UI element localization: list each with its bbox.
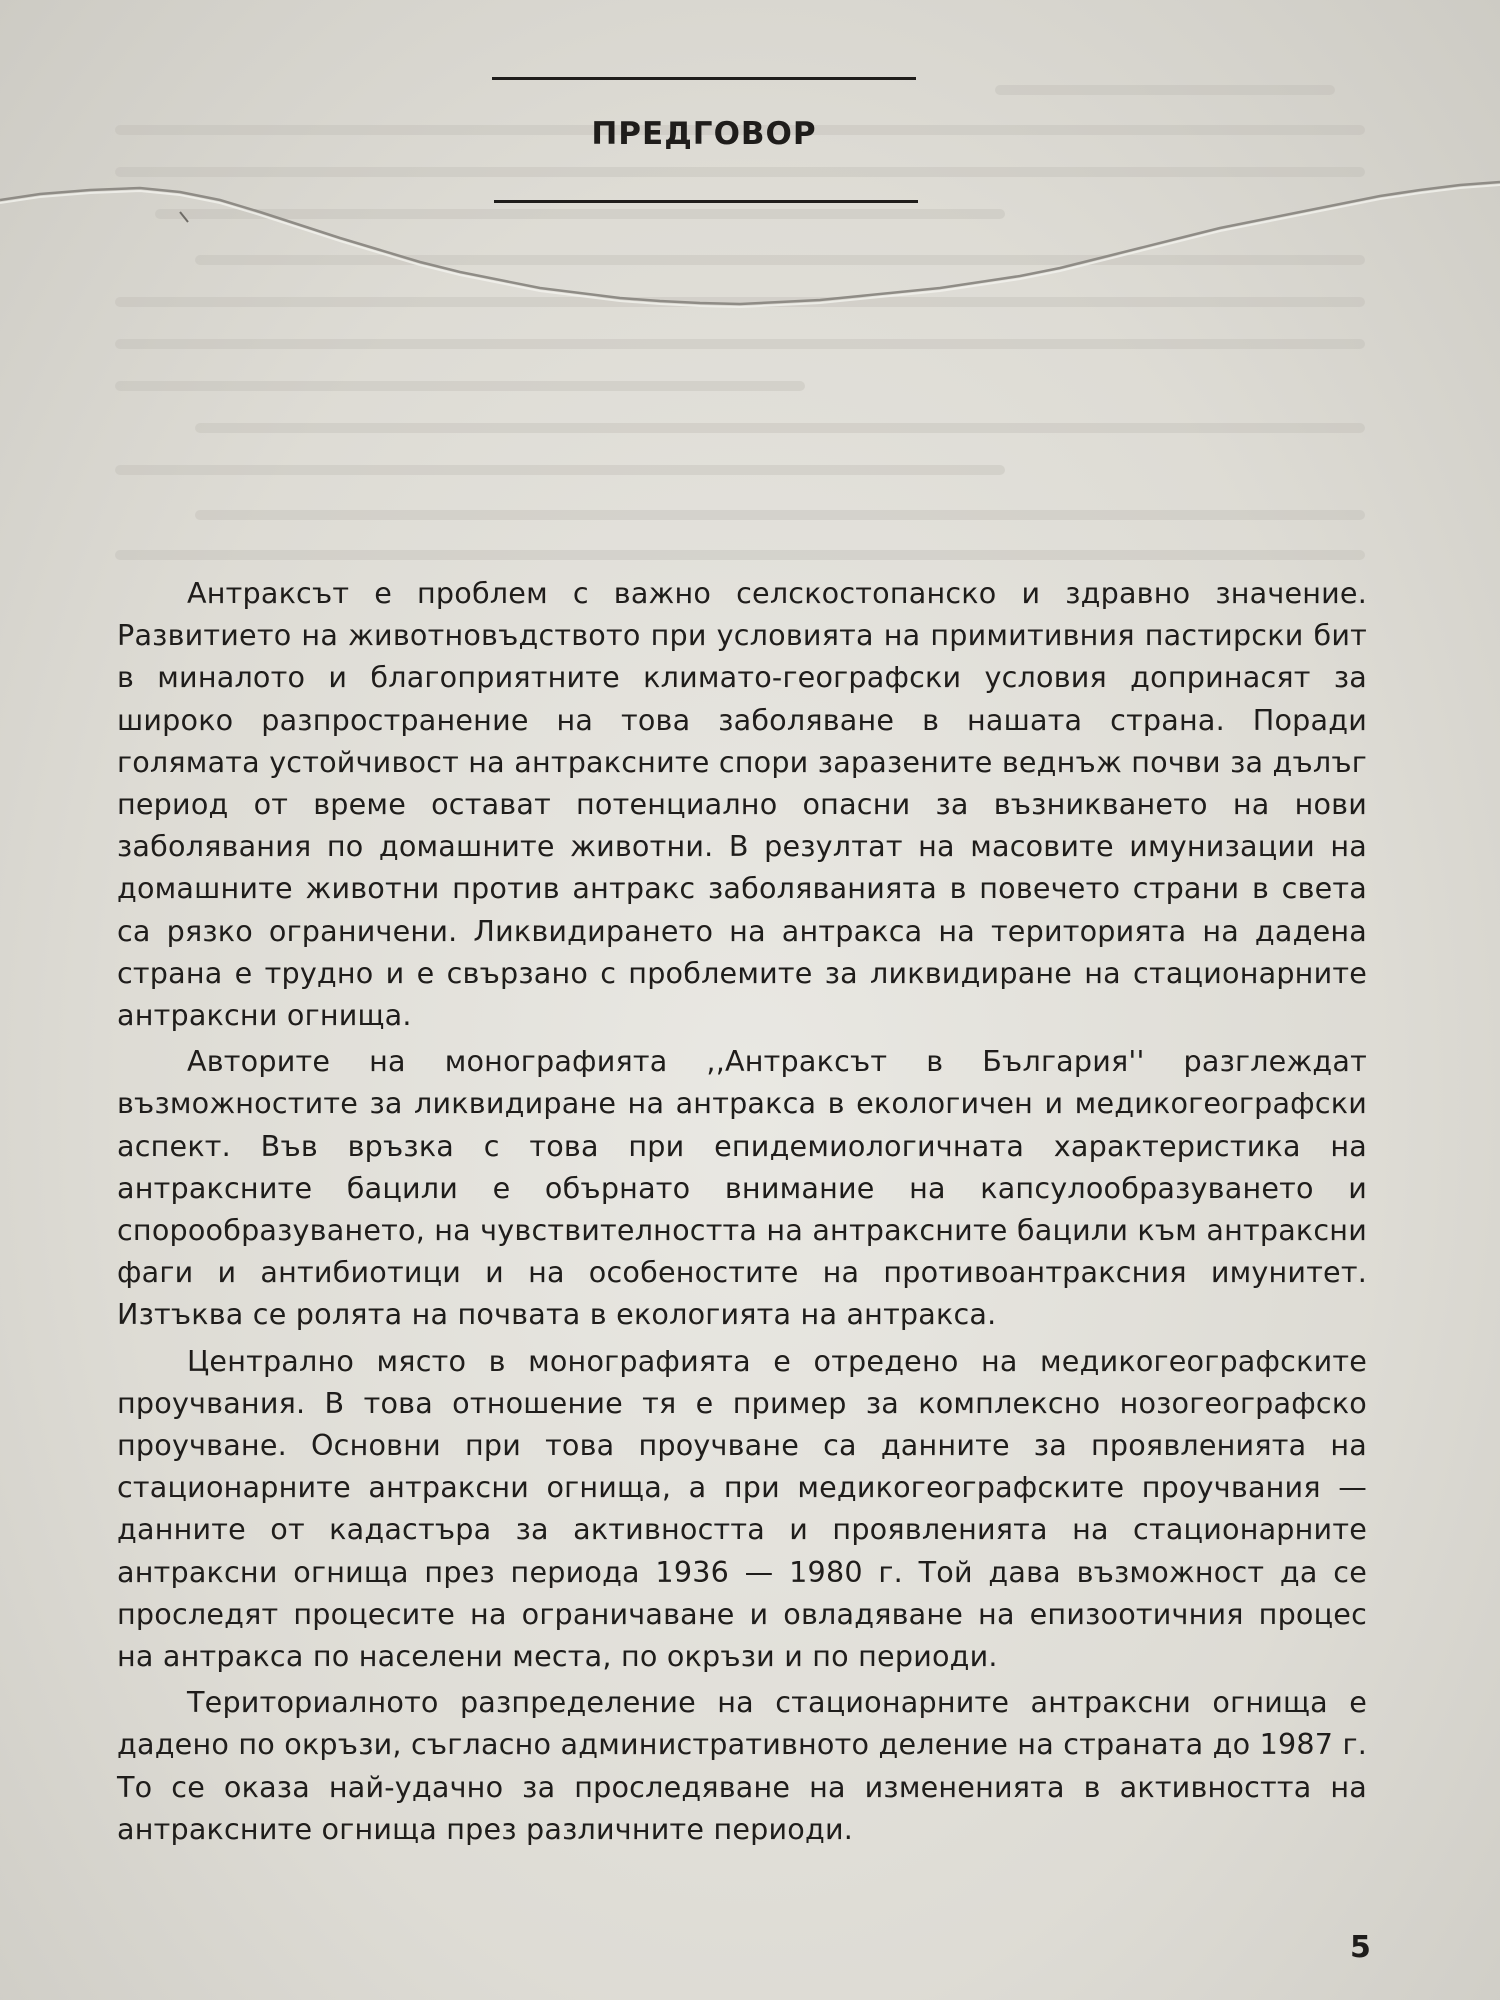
heading-rule-bottom	[494, 200, 918, 203]
paragraph-3: Централно място в монографията е отредено на медикогеографските проучвания. В това отношение тя е пример за комплексно нозогеографско проучване. Основни при това проучване са данните за проявленията на стационарните антраксни огнища, а при медикогеографските проучвания — данните от кадастъра за активността и проявленията на стационарните антраксни огнища през периода 1936 — 1980 г. Той дава възможност да се проследят процесите на ограничаване и овладяване на епизоотичния процес на антракса по населени места, по окръзи и по периоди.	[117, 1343, 1367, 1674]
preface-body	[117, 572, 1367, 1854]
page-number: 5	[1350, 1930, 1371, 1965]
page-heading: ПРЕДГОВОР	[591, 116, 817, 152]
paragraph-2: Авторите на монографията ,,Антраксът в България'' разглеждат възможностите за ликвидиране на антракса в екологичен и медикогеографски аспект. Във връзка с това при епидемиологичната характеристика на антраксните бацили е обърнато внимание на капсулообразуването и спорообразуването, на чувствителността на антраксните бацили към антраксни фаги и антибиотици и на особеностите на противоантраксния имунитет. Изтъква се ролята на почвата в екологията на антракса.	[117, 1044, 1367, 1332]
paragraph-1: Антраксът е проблем с важно селскостопанско и здравно значение. Развитието на животновъдството при условията на примитивния пастирски бит в миналото и благоприятните климато-географски условия допринасят за широко разпространение на това заболяване в нашата страна. Поради голямата устойчивост на антраксните спори заразените веднъж почви за дълъг период от време остават потенциално опасни за възникването на нови заболявания по домашните животни. В резултат на масовите имунизации на домашните животни против антракс заболяванията в повечето страни в света са рязко ограничени. Ликвидирането на антракса на територията на дадена страна е трудно и е свързано с проблемите за ликвидиране на стационарните антраксни огнища.	[117, 576, 1367, 1033]
paper-tear	[0, 0, 1500, 340]
paragraph-4: Териториалното разпределение на стационарните антраксни огнища е дадено по окръзи, съгласно административното деление на страната до 1987 г. То се оказа най-удачно за проследяване на измененията в активността на антраксните огнища през различните периоди.	[117, 1685, 1367, 1846]
heading-rule-top	[492, 77, 916, 80]
